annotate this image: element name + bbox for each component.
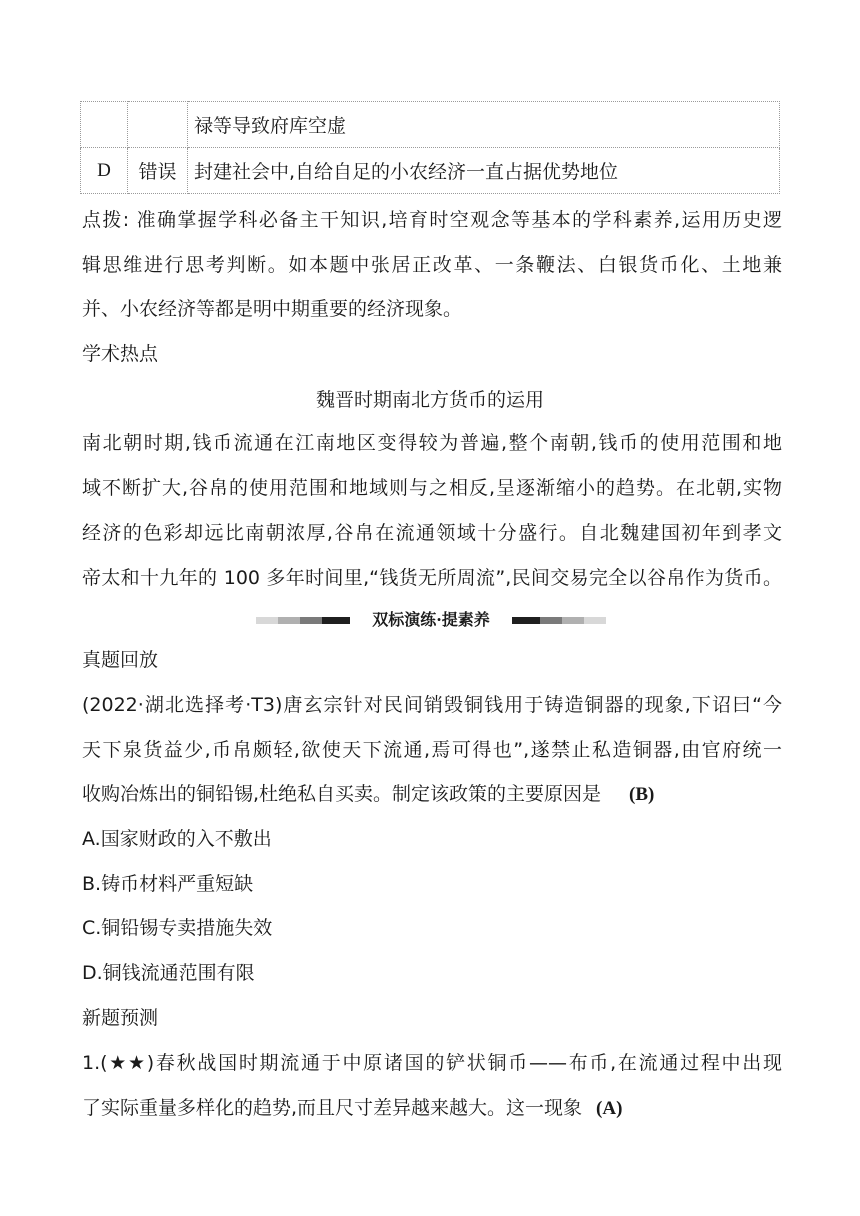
section-banner [256, 608, 606, 632]
section-heading-real-exam: 真题回放 [82, 649, 159, 671]
question-line: 天下泉货益少,币帛颇轻,欲使天下流通,焉可得也”,遂禁止私造铜器,由官府统一 [82, 739, 782, 761]
verdict-cell [128, 102, 188, 148]
answer-mark: (A) [596, 1098, 623, 1119]
verdict-cell: 错误 [128, 148, 188, 194]
banner-label: 双标演练·提素养 [372, 610, 490, 629]
option-b: B.铸币材料严重短缺 [82, 873, 254, 895]
hotspot-title: 魏晋时期南北方货币的运用 [315, 389, 544, 411]
tip-line: 点拨: 准确掌握学科必备主干知识,培育时空观念等基本的学科素养,运用历史逻 [82, 209, 782, 231]
hotspot-line: 经济的色彩却远比南朝浓厚,谷帛在流通领域十分盛行。自北魏建国初年到孝文 [82, 522, 782, 544]
option-a: A.国家财政的入不敷出 [82, 828, 272, 850]
question-text: 收购冶炼出的铜铅锡,杜绝私自买卖。制定该政策的主要原因是 [82, 783, 602, 805]
tip-line: 并、小农经济等都是明中期重要的经济现象。 [82, 298, 463, 320]
question-line: 1.(★★)春秋战国时期流通于中原诸国的铲状铜币——布币,在流通过程中出现 [82, 1052, 782, 1074]
tip-line: 辑思维进行思考判断。如本题中张居正改革、一条鞭法、白银货币化、土地兼 [82, 254, 782, 276]
analysis-cell: 封建社会中,自给自足的小农经济一直占据优势地位 [188, 148, 780, 194]
option-c: C.铜铅锡专卖措施失效 [82, 917, 273, 939]
answer-mark: (B) [629, 784, 655, 805]
option-d: D.铜钱流通范围有限 [82, 962, 255, 984]
hotspot-line: 域不断扩大,谷帛的使用范围和地域则与之相反,呈逐渐缩小的趋势。在北朝,实物 [82, 477, 782, 499]
option-letter-cell [81, 102, 128, 148]
hotspot-line: 帝太和十九年的 100 多年时间里,“钱货无所周流”,民间交易完全以谷帛作为货币。 [82, 567, 782, 589]
question-line: (2022·湖北选择考·T3)唐玄宗针对民间销毁铜钱用于铸造铜器的现象,下诏曰“今 [82, 694, 782, 716]
table-row [81, 148, 780, 194]
option-letter-cell: D [81, 148, 128, 194]
question-line [82, 782, 654, 807]
hotspot-line: 南北朝时期,钱币流通在江南地区变得较为普遍,整个南朝,钱币的使用范围和地 [82, 432, 782, 454]
table-row [81, 102, 780, 148]
section-heading-new-exam: 新题预测 [82, 1007, 159, 1029]
question-text: 了实际重量多样化的趋势,而且尺寸差异越来越大。这一现象 [82, 1097, 583, 1119]
question-line [82, 1096, 622, 1121]
analysis-cell: 禄等导致府库空虚 [188, 102, 780, 148]
section-heading-hotspot: 学术热点 [82, 343, 159, 365]
option-analysis-table [80, 101, 780, 194]
